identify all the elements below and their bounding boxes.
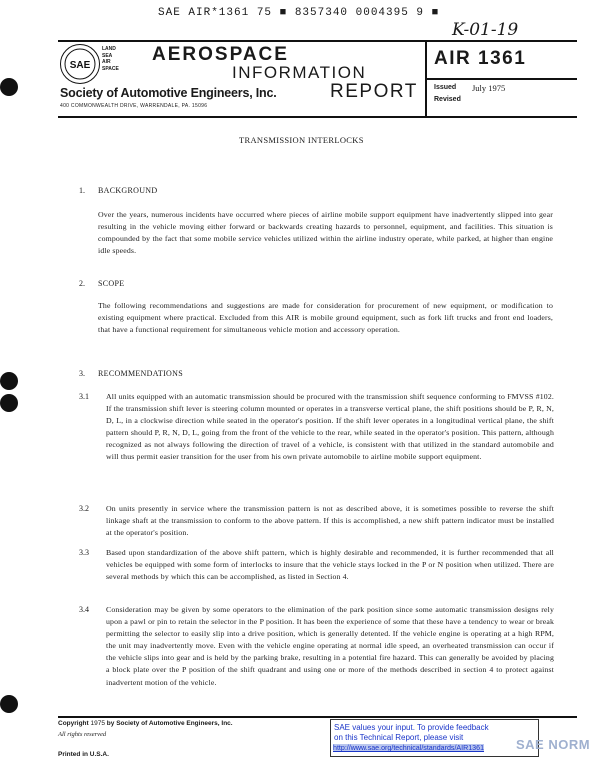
background-paragraph: Over the years, numerous incidents have occurred where pieces of airline mobile support equipment have inadvertently slipped into gear resulting in the vehicle moving either forward or backwards creating hazards to personnel, equipment, and facilities. This situation is compounded by the fact that some mobile service vehicles utilized within the airline industry operate, while parked, at higher than engine idle speeds. xyxy=(98,210,553,256)
paragraph-3-1: All units equipped with an automatic transmission should be procured with the transmission shift sequence conforming to FMVSS #102. If the transmission shift lever is steering column mounted or operates in a transverse vertical plane, the shift positions should be P, R, N, D, L, in a clockwise direction while seated in the operator's position. If the shift lever operates in a longitudinal vertical plane, the shift pattern should P, R, N, D, L, going from the front of the vehicle to the rear, while seated in the operator's position. This pattern, although recognized as not always following the direction of travel of a vehicle, is consistent with that utilized in the standard automobile and will thus permit easier transition for the user from his own private automobile to airline mobile support equipment. xyxy=(106,392,554,462)
paragraph-3-3: Based upon standardization of the above shift pattern, which is highly desirable and recommended, it is further recommended that all vehicles be equipped with some form of interlocks to insure that the vehicle stays locked in the P or N position when utilized. There are several methods by which this can be accomplished, as listed in Section 4. xyxy=(106,548,554,582)
watermark: SAE NORM xyxy=(516,737,591,752)
rights-reserved: All rights reserved xyxy=(58,731,107,738)
paragraph-number: 3.1 xyxy=(79,392,89,401)
handwritten-mark: K-01-19 xyxy=(452,20,519,40)
revised-label: Revised xyxy=(434,96,461,103)
issued-date: July 1975 xyxy=(472,83,506,93)
title-report: REPORT xyxy=(330,81,418,102)
paragraph-3-2: On units presently in service where the transmission pattern is not as described above, it is sometimes possible to reverse the shift linkage shaft at the transmission to conform to the above pattern. If this is accomplished, a new shift pattern indicator must be installed at the operator's position. xyxy=(106,504,554,538)
doc-number: AIR 1361 xyxy=(434,48,527,69)
punch-hole xyxy=(0,394,18,412)
org-address: 400 COMMONWEALTH DRIVE, WARRENDALE, PA. 15096 xyxy=(60,103,208,109)
section-heading-background: BACKGROUND xyxy=(98,186,158,195)
copyright: Copyright 1975 by Society of Automotive Engineers, Inc. xyxy=(58,720,233,727)
section-heading-scope: SCOPE xyxy=(98,279,125,288)
paragraph-3-4: Consideration may be given by some operators to the elimination of the park position since some automatic transmission designs rely upon a pawl or pin to retain the selector in the P position. It has been the experience of some that these have a tendency to wear or break permitting the selector to easily slip into a drive position, which is generally detented. If the vehicle engine is operating at a high RPM, the unit may inadvertently move. Even with the vehicle engine operating at normal idle speed, an overheated transmission can occur if the vehicle slips into gear and is held by the parking brake, resulting in a potential fire hazard. This can generally be avoided by placing a block plate over the P position of the shift quadrant and using one or more of the methods described in section 4 to protect against inadvertent motion of the vehicle. xyxy=(106,605,554,687)
title-aerospace: AEROSPACE xyxy=(152,44,289,65)
punch-hole xyxy=(0,78,18,96)
title-information: INFORMATION xyxy=(232,63,367,82)
doc-title: TRANSMISSION INTERLOCKS xyxy=(239,135,364,145)
feedback-box xyxy=(330,719,539,757)
sae-seal xyxy=(60,44,100,84)
feedback-line: SAE values your input. To provide feedback xyxy=(334,723,489,732)
feedback-link[interactable]: http://www.sae.org/technical/standards/AIR1361 xyxy=(333,744,485,752)
org-name: Society of Automotive Engineers, Inc. xyxy=(60,86,277,100)
printed-in: Printed in U.S.A. xyxy=(58,751,109,758)
section-number: 2. xyxy=(79,279,85,288)
punch-hole xyxy=(0,695,18,713)
paragraph-number: 3.4 xyxy=(79,605,89,614)
top-stamp: SAE AIR*1361 75 ■ 8357340 0004395 9 ■ xyxy=(158,7,440,19)
feedback-line: on this Technical Report, please visit xyxy=(334,733,464,742)
issued-label: Issued xyxy=(434,84,457,91)
svg-text:SAE: SAE xyxy=(69,60,91,71)
section-number: 1. xyxy=(79,186,85,195)
section-number: 3. xyxy=(79,369,85,378)
paragraph-number: 3.3 xyxy=(79,548,89,557)
seal-words: LAND SEA AIR SPACE xyxy=(102,46,119,72)
paragraph-number: 3.2 xyxy=(79,504,89,513)
scope-paragraph: The following recommendations and suggestions are made for consideration for procurement of new equipment, or modification to existing equipment where practical. Excluded from this AIR is mobile ground equipment, such as fork lift trucks and front end loaders, that have a functional requirement for simultaneous vehicle motion and accessory operation. xyxy=(98,301,553,335)
sae-logo-icon xyxy=(61,45,99,83)
punch-hole xyxy=(0,372,18,390)
section-heading-recommendations: RECOMMENDATIONS xyxy=(98,369,183,378)
